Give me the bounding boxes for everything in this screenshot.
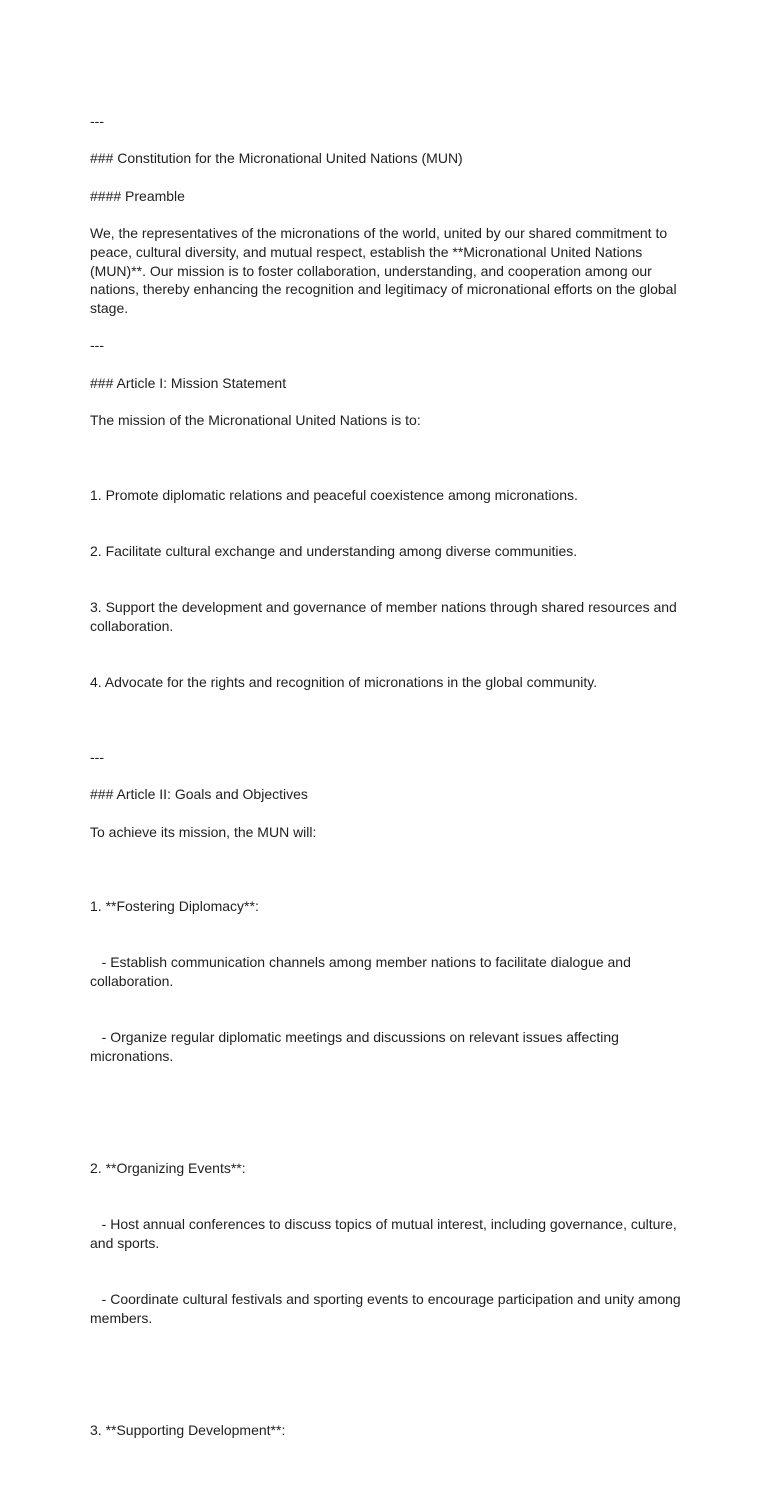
article-1-list bbox=[90, 449, 690, 730]
list-item: 3. Support the development and governance of member nations through shared resources and collaboration. bbox=[90, 599, 681, 634]
separator: --- bbox=[90, 337, 104, 354]
goal-2 bbox=[90, 1122, 690, 1365]
document-body bbox=[90, 112, 690, 1496]
article-2-intro: To achieve its mission, the MUN will: bbox=[90, 823, 317, 840]
article-1-heading: ### Article I: Mission Statement bbox=[90, 374, 287, 391]
goal-point: - Establish communication channels among member nations to facilitate dialogue and collaboration. bbox=[90, 954, 635, 990]
goal-point: - Organize regular diplomatic meetings and discussions on relevant issues affecting micronations. bbox=[90, 1029, 623, 1064]
article-1-intro: The mission of the Micronational United Nations is to: bbox=[90, 412, 421, 429]
list-item: 1. Promote diplomatic relations and peaceful coexistence among micronations. bbox=[90, 486, 578, 503]
article-2-heading: ### Article II: Goals and Objectives bbox=[90, 786, 308, 803]
list-item: 2. Facilitate cultural exchange and understanding among diverse communities. bbox=[90, 543, 578, 560]
separator: --- bbox=[90, 113, 104, 129]
goal-title: 1. **Fostering Diplomacy**: bbox=[90, 898, 259, 915]
goal-point: - Coordinate cultural festivals and sporting events to encourage participation and unity among members. bbox=[90, 1291, 685, 1326]
preamble-paragraph: We, the representatives of the micronations of the world, united by our shared commitment to peace, cultural diversity, and mutual respect, establish the **Micronational United Nations (MUN)**. Our mission is to foster collaboration, understanding, and cooperation among our nations, thereby enhancing the recognition and legitimacy of micronational efforts on the global stage. bbox=[90, 225, 681, 316]
preamble-heading: #### Preamble bbox=[90, 187, 185, 204]
goal-title: 2. **Organizing Events**: bbox=[90, 1160, 246, 1177]
goal-point: - Host annual conferences to discuss topics of mutual interest, including governance, culture, and sports. bbox=[90, 1216, 681, 1251]
document-title: ### Constitution for the Micronational United Nations (MUN) bbox=[90, 150, 463, 167]
goal-title: 3. **Supporting Development**: bbox=[90, 1422, 286, 1439]
goal-1 bbox=[90, 860, 690, 1103]
goal-3 bbox=[90, 1384, 690, 1478]
list-item: 4. Advocate for the rights and recognition of micronations in the global community. bbox=[90, 673, 598, 690]
separator: --- bbox=[90, 748, 104, 765]
